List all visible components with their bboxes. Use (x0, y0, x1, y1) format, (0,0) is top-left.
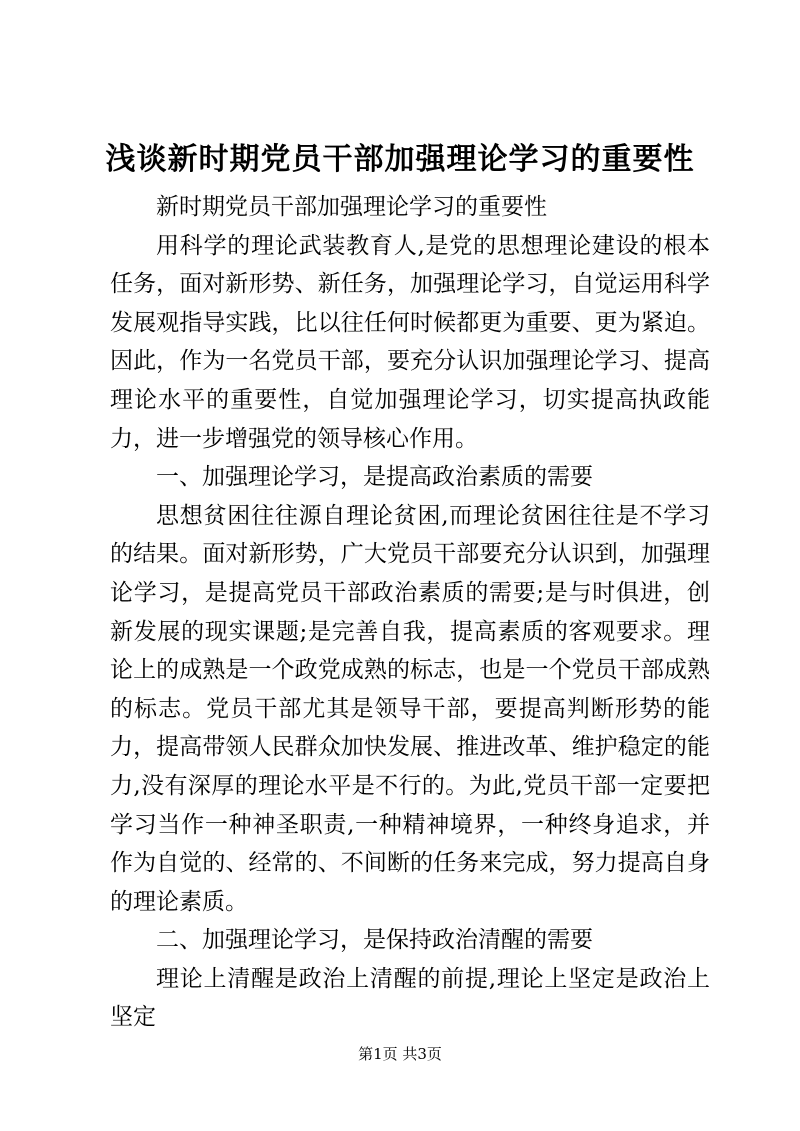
document-title: 浅谈新时期党员干部加强理论学习的重要性 (105, 142, 695, 177)
section-heading-1: 一、加强理论学习，是提高政治素质的需要 (156, 464, 593, 491)
paragraph-section-1: 思想贫困往往源自理论贫困,而理论贫困往往是不学习的结果。面对新形势，广大党员干部要充分认识到，加强理论学习，是提高党员干部政治素质的需要;是与时俱进，创新发展的现实课题;是完善自我，提高素质的客观要求。理论上的成熟是一个政党成熟的标志，也是一个党员干部成熟的标志。党员干部尤其是领导干部，要提高判断形势的能力，提高带领人民群众加快发展、推进改革、维护稳定的能力,没有深厚的理论水平是不行的。为此,党员干部一定要把学习当作一种神圣职责,一种精神境界，一种终身追求，并作为自觉的、经常的、不间断的任务来完成，努力提高自身的理论素质。 (110, 502, 710, 915)
document-body (110, 188, 710, 1037)
section-heading-2: 二、加强理论学习，是保持政治清醒的需要 (156, 927, 593, 954)
subtitle-paragraph: 新时期党员干部加强理论学习的重要性 (156, 194, 547, 220)
page-footer: 第1页 共3页 (358, 1045, 442, 1063)
paragraph-intro: 用科学的理论武装教育人,是党的思想理论建设的根本任务，面对新形势、新任务，加强理论学习，自觉运用科学发展观指导实践，比以往任何时候都更为重要、更为紧迫。因此，作为一名党员干部，要充分认识加强理论学习、提高理论水平的重要性，自觉加强理论学习，切实提高执政能力，进一步增强党的领导核心作用。 (110, 232, 710, 452)
paragraph-section-2: 理论上清醒是政治上清醒的前提,理论上坚定是政治上坚定 (110, 965, 710, 1031)
